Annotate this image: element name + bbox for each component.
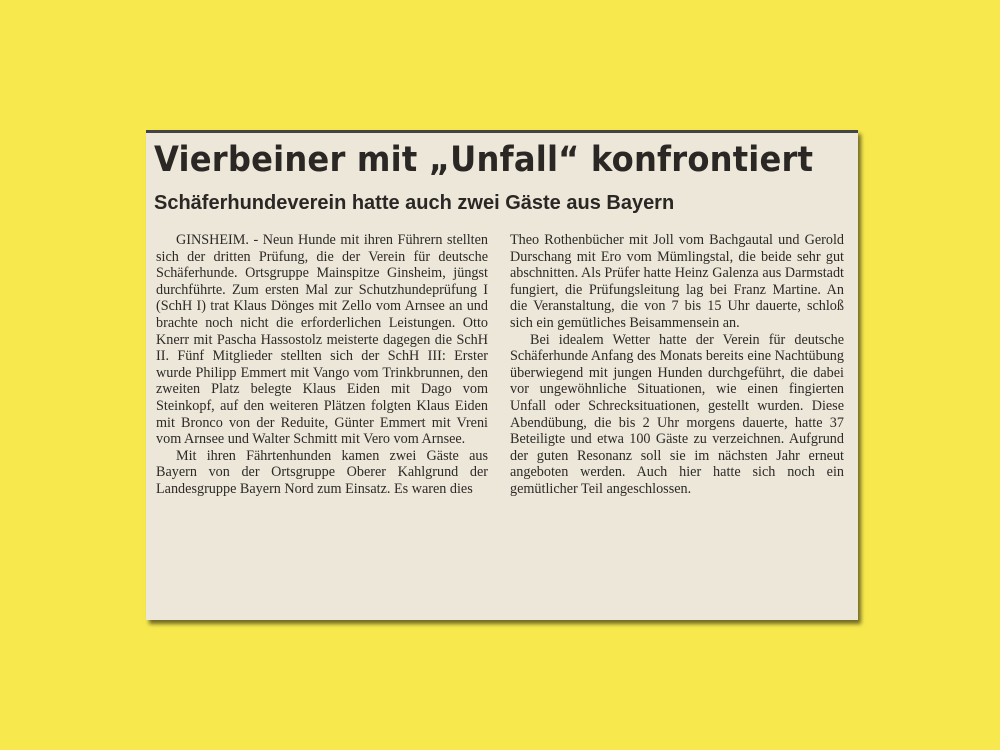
article-subheadline: Schäferhundeverein hatte auch zwei Gäste aus Bayern — [154, 192, 675, 214]
article-column-right — [510, 232, 844, 498]
newspaper-clipping — [146, 130, 858, 620]
article-headline: Vierbeiner mit „Unfall“ konfrontiert — [154, 140, 814, 180]
article-paragraph: GINSHEIM. - Neun Hunde mit ihren Führern stellten sich der dritten Prüfung, die der Verein für deutsche Schäferhunde. Ortsgruppe Mainspitze Ginsheim, jüngst durchführte. Zum ersten Mal zur Schutzhundeprüfung I (SchH I) trat Klaus Dönges mit Zello vom Arnsee an und brachte noch nicht die erforderlichen Leistungen. Otto Knerr mit Pascha Hassostolz meisterte dagegen die SchH II. Fünf Mitglieder stellten sich der SchH III: Erster wurde Philipp Emmert mit Vango vom Trinkbrunnen, den zweiten Platz belegte Klaus Eiden mit Dago vom Steinkopf, auf den weiteren Plätzen folgten Klaus Eiden mit Bronco von der Reduite, Günter Emmert mit Vreni vom Arnsee und Walter Schmitt mit Vero vom Arnsee. — [156, 232, 488, 448]
article-paragraph: Mit ihren Fährtenhunden kamen zwei Gäste aus Bayern von der Ortsgruppe Oberer Kahlgrund der Landesgruppe Bayern Nord zum Einsatz. Es waren dies — [156, 447, 488, 497]
article-paragraph: Bei idealem Wetter hatte der Verein für deutsche Schäferhunde Anfang des Monats bereits eine Nachtübung überwiegend mit jungen Hunden durchgeführt, die dabei vor ungewöhnliche Situationen, wie einen fingierten Unfall oder Schrecksituationen, gestellt wurden. Diese Abendübung, die bis 2 Uhr morgens dauerte, hatte 37 Beteiligte und etwa 100 Gäste zu verzeichnen. Aufgrund der guten Resonanz soll sie im nächsten Jahr erneut angeboten werden. Auch hier hatte sich noch ein gemütlicher Teil angeschlossen. — [510, 331, 844, 497]
article-paragraph: Theo Rothenbücher mit Joll vom Bachgautal und Gerold Durschang mit Ero vom Mümlingstal, die beide sehr gut abschnitten. Als Prüfer hatte Heinz Galenza aus Darmstadt fungiert, die Prüfungsleitung lag bei Franz Martine. An die Veranstaltung, die von 7 bis 15 Uhr dauerte, schloß sich ein gemütliches Beisammensein an. — [510, 232, 844, 331]
article-column-left — [156, 232, 488, 498]
